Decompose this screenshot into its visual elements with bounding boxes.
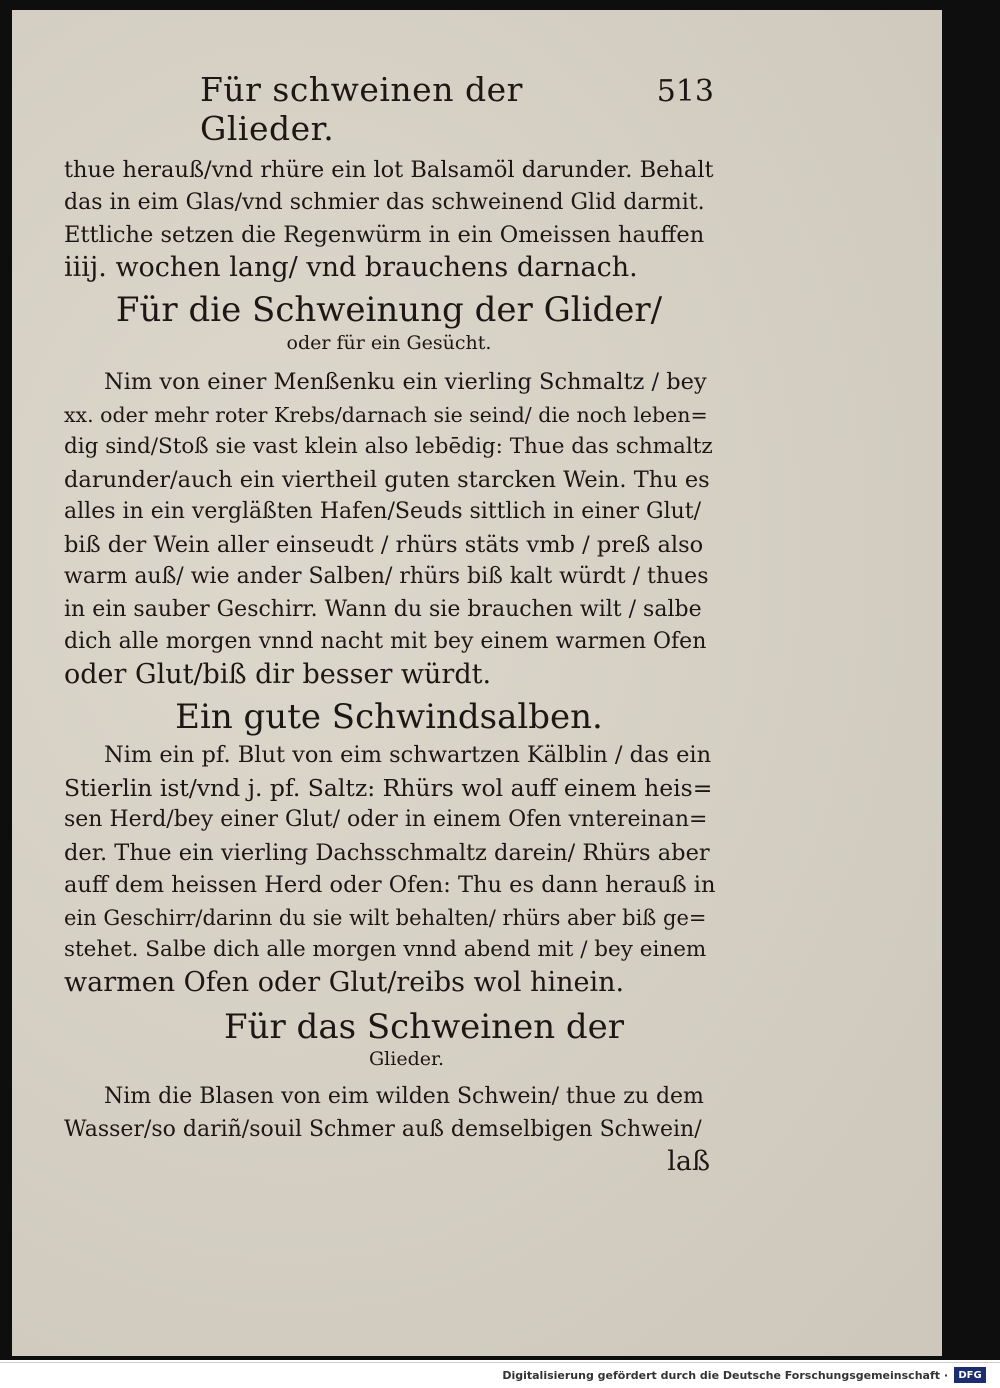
section-heading: Für das Schweinen der (224, 1007, 625, 1047)
text-line: auff dem heissen Herd oder Ofen: Thu es dann herauß in (64, 872, 716, 898)
page-number: 513 (656, 74, 714, 109)
section-heading: Ein gute Schwindsalben. (175, 697, 603, 737)
section-subheading: Glieder. (369, 1048, 445, 1070)
section-subheading: oder für ein Gesücht. (286, 332, 492, 354)
section-schwindsalben (64, 695, 714, 999)
text-line: Nim die Blasen von eim wilden Schwein/ thue zu dem (104, 1084, 704, 1109)
text-line: der. Thue ein vierling Dachsschmaltz darein/ Rhürs aber (64, 839, 710, 866)
text-line: dig sind/Stoß sie vast klein also lebēdig: Thue das schmaltz (64, 434, 713, 459)
text-line: iiij. wochen lang/ vnd brauchens darnach. (64, 251, 638, 283)
text-line: stehet. Salbe dich alle morgen vnnd abend mit / bey einem (64, 937, 707, 962)
section-schweinen-glieder (64, 1007, 714, 1178)
section-heading: Für die Schweinung der Glider/ (115, 290, 663, 330)
text-line: Nim ein pf. Blut von eim schwartzen Kälblin / das ein (104, 742, 712, 768)
running-head (64, 70, 714, 148)
text-line: Ettliche setzen die Regenwürm in ein Omeissen hauffen (64, 222, 705, 248)
text-line: dich alle morgen vnnd nacht mit bey einem warmen Ofen (64, 629, 707, 654)
running-title: Für schweinen der Glieder. (200, 70, 523, 148)
text-line: ein Geschirr/darinn du sie wilt behalten/ rhürs aber biß ge= (64, 905, 707, 930)
footer-bar (0, 1362, 1000, 1388)
text-line: das in eim Glas/vnd schmier das schweinend Glid darmit. (64, 189, 705, 215)
text-line: warm auß/ wie ander Salben/ rhürs biß kalt würdt / thues (64, 564, 709, 589)
text-line: biß der Wein aller einseudt / rhürs stäts vmb / preß also (64, 531, 704, 558)
dfg-logo: DFG (954, 1367, 986, 1383)
text-line: Nim von einer Menßenku ein vierling Schmaltz / bey (104, 369, 707, 395)
text-line: xx. oder mehr roter Krebs/darnach sie seind/ die noch leben= (64, 402, 708, 427)
text-line: warmen Ofen oder Glut/reibs wol hinein. (64, 966, 625, 998)
text-line: thue herauß/vnd rhüre ein lot Balsamöl darunder. Behalt (64, 157, 714, 183)
book-page (12, 10, 942, 1356)
section-continuation (64, 154, 714, 284)
text-line: oder Glut/biß dir besser würdt. (64, 658, 492, 690)
text-line: Stierlin ist/vnd j. pf. Saltz: Rhürs wol auff einem heis= (64, 773, 713, 802)
catchword: laß (667, 1146, 710, 1177)
text-line: darunder/auch ein viertheil guten starcken Wein. Thu es (64, 466, 710, 493)
text-line: sen Herd/bey einer Glut/ oder in einem Ofen vntereinan= (64, 807, 708, 832)
text-block (64, 70, 714, 1178)
text-line: alles in ein vergläßten Hafen/Seuds sittlich in einer Glut/ (64, 499, 702, 524)
text-line: in ein sauber Geschirr. Wann du sie brauchen wilt / salbe (64, 596, 702, 622)
funding-credit: Digitalisierung gefördert durch die Deutsche Forschungsgemeinschaft · (502, 1369, 948, 1382)
text-line: Wasser/so dariñ/souil Schmer auß demselbigen Schwein/ (64, 1116, 702, 1142)
section-schweinung (64, 288, 714, 691)
